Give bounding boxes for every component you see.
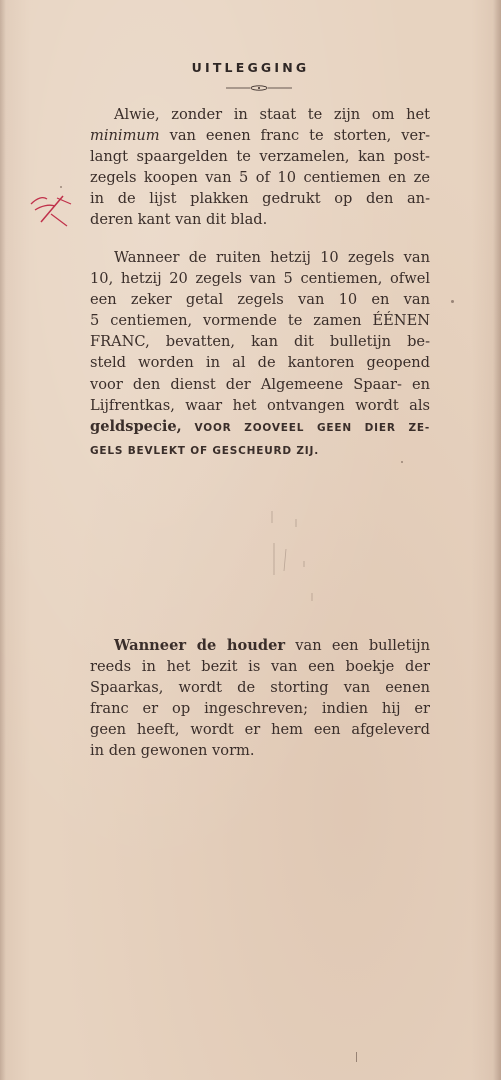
- text-line: zegels koopen van 5 of 10 centiemen en ze: [90, 169, 430, 187]
- bold-word: geldspecie,: [90, 417, 182, 435]
- text-line: in den gewonen vorm.: [90, 742, 255, 760]
- caps-fragment: VOOR ZOOVEEL GEEN DIER ZE-: [181, 421, 430, 434]
- text-line: [90, 635, 430, 656]
- text-line: een zeker getal zegels van 10 en van: [90, 291, 430, 309]
- explanation-paragraph-3: [90, 635, 430, 762]
- text-line: [90, 416, 430, 439]
- red-pencil-mark-icon: [27, 190, 77, 232]
- ink-speck: [451, 300, 454, 303]
- decorative-rule-icon: [224, 84, 294, 92]
- text-line: franc er op ingeschreven; indien hij er: [90, 700, 430, 718]
- text-line: deren kant van dit blad.: [90, 211, 268, 229]
- text-line: [90, 125, 430, 146]
- text-line: Spaarkas, wordt de storting van eenen: [90, 679, 430, 697]
- text-line: Lijfrentkas, waar het ontvangen wordt als: [90, 396, 430, 414]
- paper-edge-left: [0, 0, 6, 1080]
- text-fragment: van eenen franc te storten, ver-: [159, 127, 430, 145]
- caps-fragment: GELS BEVLEKT OF GESCHEURD ZIJ.: [90, 444, 319, 457]
- faint-ink-marks: [260, 505, 320, 615]
- text-line: langt spaargelden te verzamelen, kan post-: [90, 148, 430, 166]
- text-line: Alwie, zonder in staat te zijn om het: [114, 106, 430, 123]
- text-line: Wanneer de ruiten hetzij 10 zegels van: [114, 249, 430, 266]
- page-title: UITLEGGING: [191, 60, 310, 75]
- explanation-paragraph-1: [90, 104, 430, 231]
- text-line: 5 centiemen, vormende te zamen ÉÉNEN: [90, 312, 430, 330]
- ink-speck: [401, 461, 403, 463]
- text-line: 10, hetzij 20 zegels van 5 centiemen, ofwel: [90, 270, 430, 288]
- italic-word: minimum: [90, 127, 160, 145]
- ink-speck: [60, 186, 62, 188]
- ink-speck: [356, 1052, 357, 1062]
- text-line: FRANC, bevatten, kan dit bulletijn be-: [90, 333, 430, 351]
- text-fragment: van een bulletijn: [285, 637, 430, 654]
- text-line: [90, 439, 430, 462]
- text-line: steld worden in al de kantoren geopend: [90, 354, 430, 372]
- text-line: geen heeft, wordt er hem een afgeleverd: [90, 721, 430, 739]
- text-line: reeds in het bezit is van een boekje der: [90, 658, 430, 676]
- text-line: voor den dienst der Algemeene Spaar- en: [90, 375, 430, 393]
- explanation-paragraph-2: [90, 247, 430, 462]
- text-line: in de lijst plakken gedrukt op den an-: [90, 190, 430, 208]
- paper-edge-right: [493, 0, 501, 1080]
- bold-phrase: Wanneer de houder: [114, 637, 286, 654]
